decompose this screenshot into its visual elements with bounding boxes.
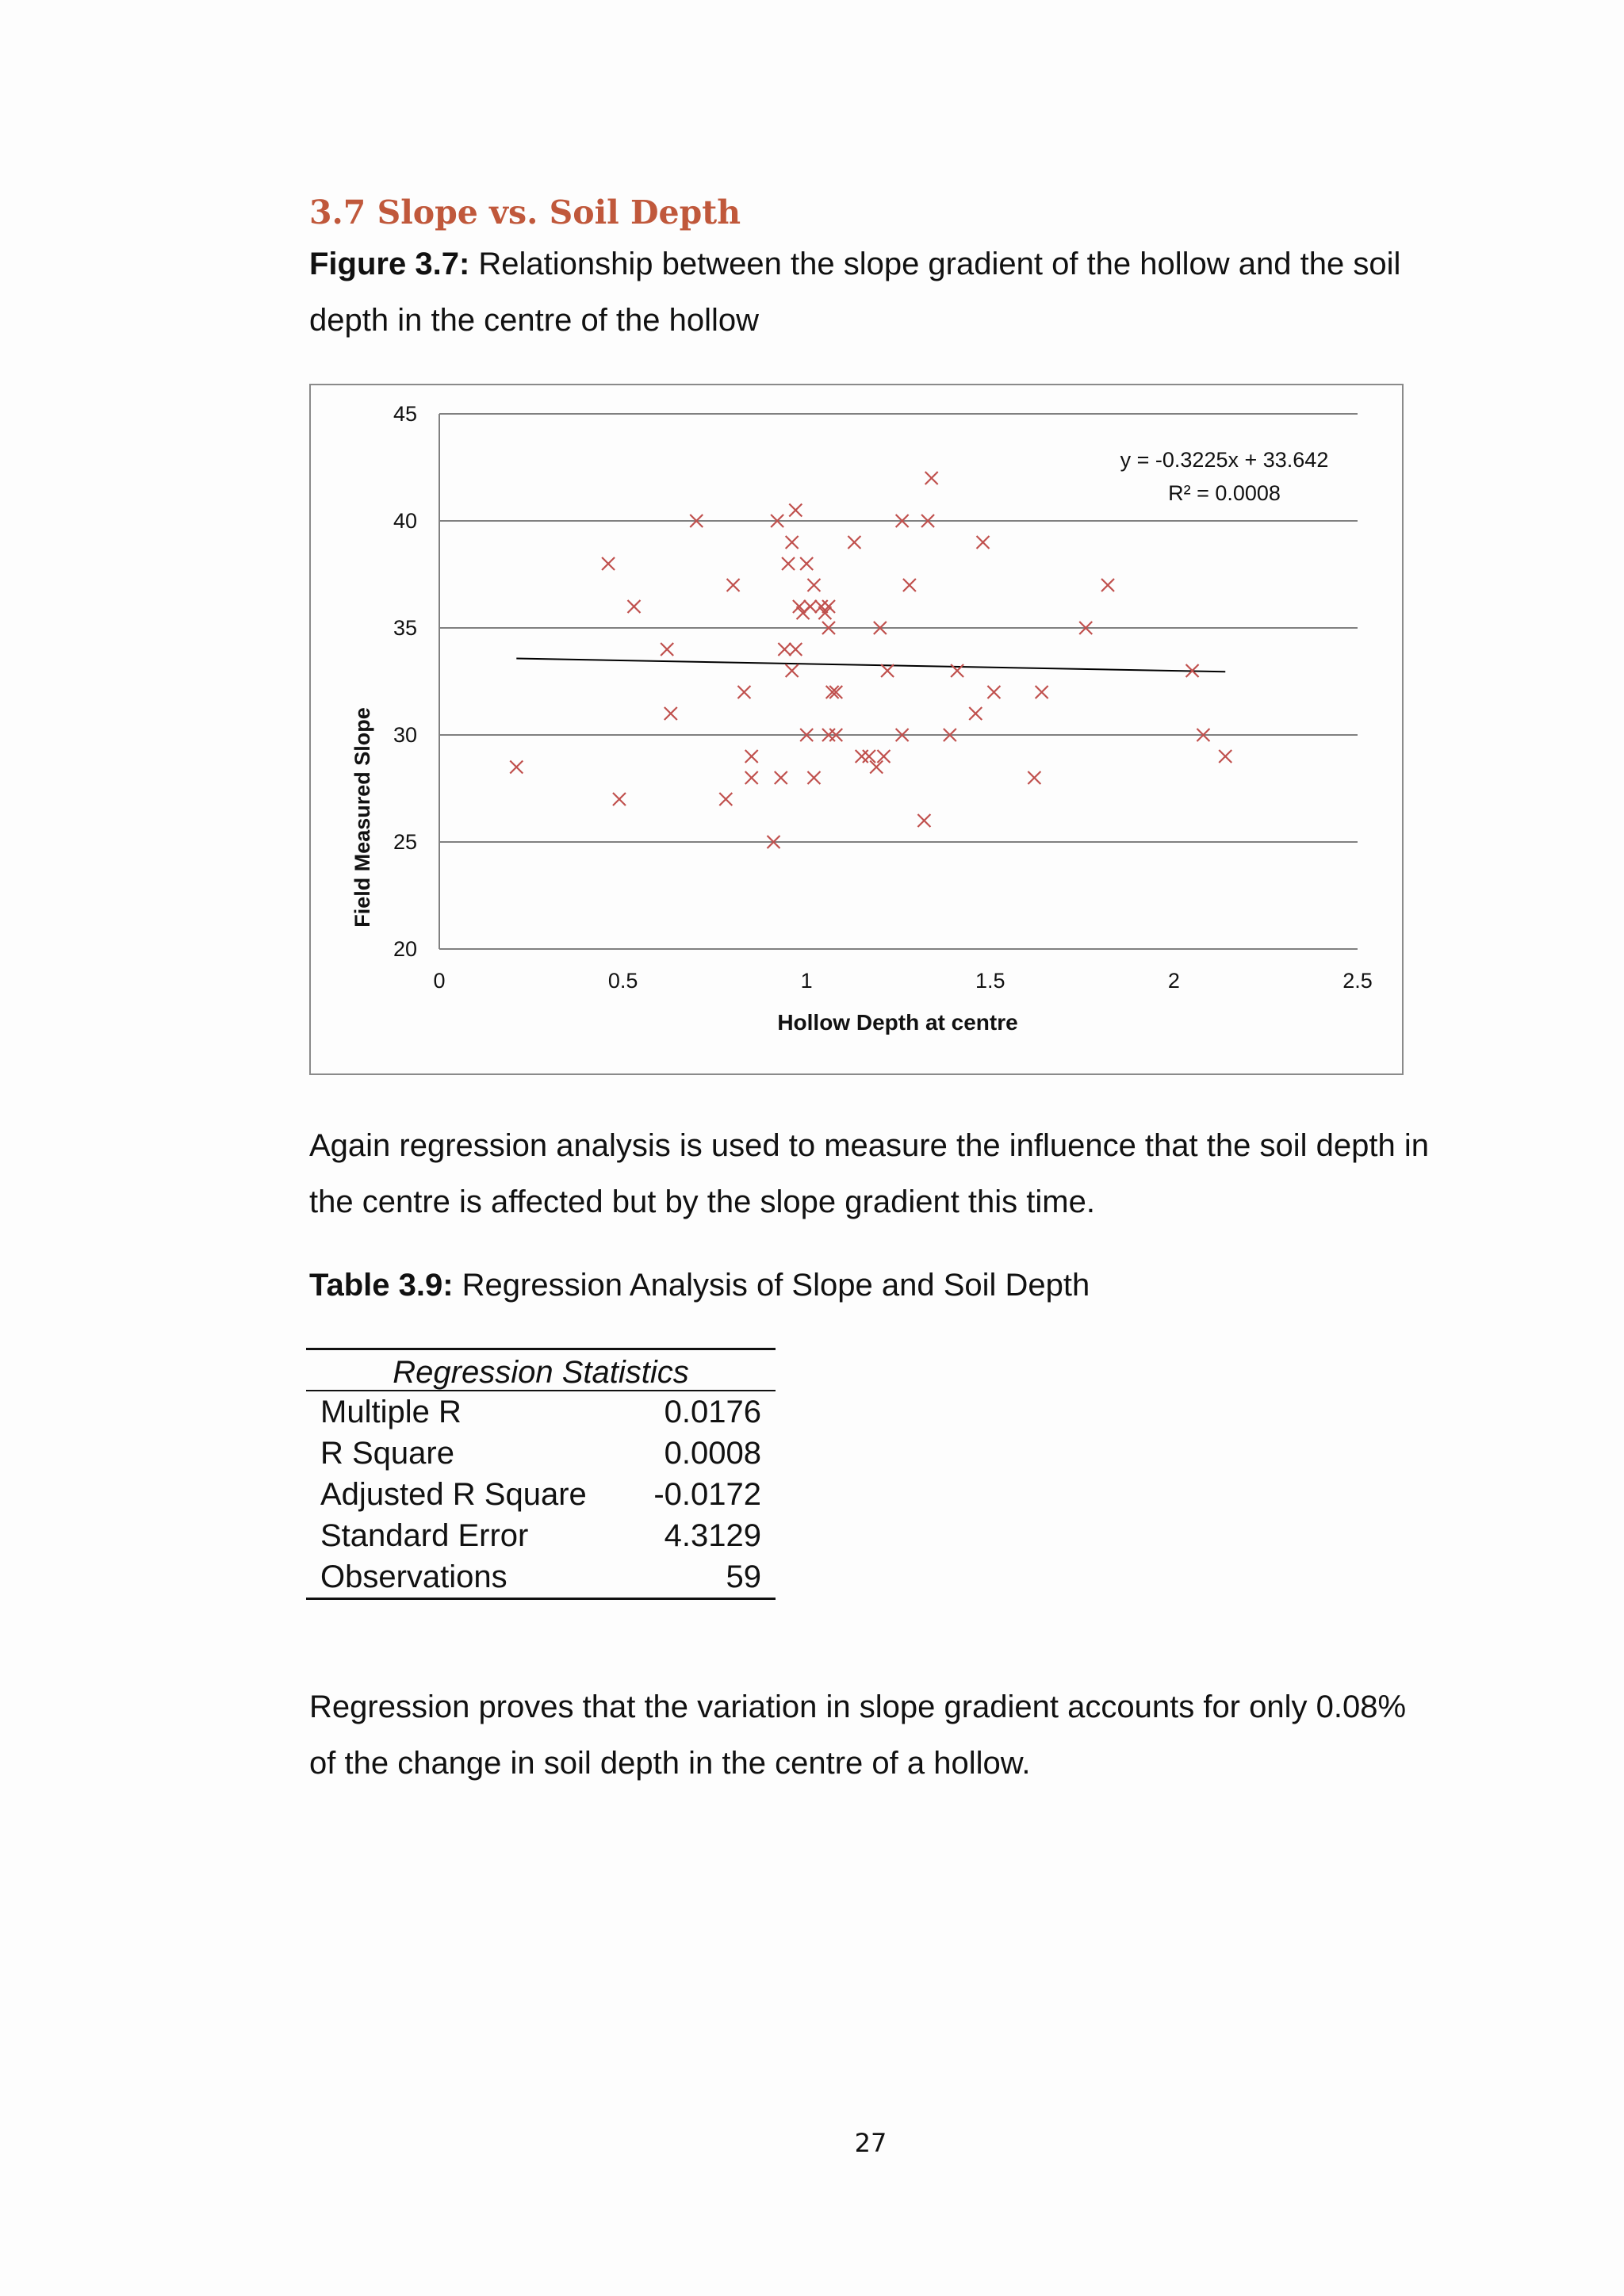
page-number: 27 bbox=[854, 2128, 887, 2158]
trendline-r-squared: R² = 0.0008 bbox=[1168, 481, 1281, 505]
data-point bbox=[627, 600, 640, 613]
row-value: 59 bbox=[627, 1556, 776, 1599]
table-label: Table 3.9: bbox=[309, 1268, 454, 1303]
data-point bbox=[775, 771, 787, 784]
data-point bbox=[665, 707, 677, 720]
data-point bbox=[969, 707, 982, 720]
table-row bbox=[306, 1433, 776, 1474]
gridlines bbox=[439, 414, 1358, 842]
paragraph-2: Regression proves that the variation in slope gradient accounts for only 0.08% of the change in soil depth in the centre of a hollow. bbox=[309, 1689, 1407, 1781]
data-point bbox=[977, 536, 990, 549]
x-tick-label: 2.5 bbox=[1342, 969, 1373, 993]
row-label: R Square bbox=[320, 1436, 454, 1471]
y-tick-label: 45 bbox=[393, 402, 417, 426]
data-point bbox=[737, 686, 750, 698]
data-point bbox=[804, 600, 817, 613]
data-point bbox=[745, 771, 758, 784]
data-point bbox=[987, 686, 1000, 698]
data-point bbox=[1028, 771, 1040, 784]
data-point bbox=[856, 750, 868, 763]
data-point bbox=[917, 814, 930, 827]
section-heading: 3.7 Slope vs. Soil Depth bbox=[309, 193, 741, 232]
data-point bbox=[789, 504, 802, 517]
x-axis-title: Hollow Depth at centre bbox=[777, 1010, 1018, 1035]
data-point bbox=[863, 750, 875, 763]
data-point bbox=[510, 761, 523, 774]
row-label: Adjusted R Square bbox=[320, 1477, 587, 1512]
data-point bbox=[786, 664, 799, 677]
y-tick-label: 30 bbox=[393, 723, 417, 747]
y-tick-label: 40 bbox=[393, 509, 417, 533]
data-point bbox=[877, 750, 890, 763]
table-row bbox=[306, 1556, 776, 1599]
table-caption bbox=[309, 1257, 1435, 1314]
data-point bbox=[881, 664, 894, 677]
data-point bbox=[727, 579, 740, 591]
table-row bbox=[306, 1515, 776, 1556]
data-point bbox=[925, 472, 938, 484]
x-tick-label: 1 bbox=[800, 969, 813, 993]
data-point bbox=[613, 793, 626, 806]
data-point bbox=[602, 557, 615, 570]
data-point bbox=[789, 643, 802, 656]
table-caption-text: Regression Analysis of Slope and Soil Depth bbox=[453, 1268, 1090, 1303]
row-label: Standard Error bbox=[320, 1518, 529, 1553]
y-tick-label: 35 bbox=[393, 616, 417, 640]
trendline-layer bbox=[516, 658, 1225, 672]
figure-caption-text: Relationship between the slope gradient of the hollow and the soil depth in the centre of the hollow bbox=[309, 247, 1401, 338]
x-tick-label: 2 bbox=[1167, 969, 1180, 993]
data-point bbox=[1101, 579, 1114, 591]
paragraph-1: Again regression analysis is used to measure the influence that the soil depth in the centre is affected but by the slope gradient this time. bbox=[309, 1128, 1429, 1219]
data-point bbox=[870, 761, 883, 774]
data-point bbox=[778, 643, 791, 656]
data-point bbox=[782, 557, 795, 570]
row-label: Multiple R bbox=[320, 1395, 462, 1429]
data-point bbox=[822, 600, 835, 613]
y-tick-label: 25 bbox=[393, 830, 417, 854]
table-row bbox=[306, 1474, 776, 1515]
data-point bbox=[745, 750, 758, 763]
row-value: 0.0008 bbox=[664, 1436, 761, 1471]
x-tick-label: 0.5 bbox=[607, 969, 638, 993]
trendline-equation: y = -0.3225x + 33.642 bbox=[1120, 448, 1329, 472]
figure-label: Figure 3.7: bbox=[309, 247, 470, 281]
row-value: -0.0172 bbox=[653, 1477, 761, 1512]
row-value: 0.0176 bbox=[664, 1395, 761, 1429]
y-tick-label: 20 bbox=[393, 937, 417, 961]
row-value: 4.3129 bbox=[664, 1518, 761, 1553]
y-axis-title: Field Measured Slope bbox=[350, 707, 374, 928]
chart-svg bbox=[311, 385, 1402, 1073]
scatter-chart bbox=[309, 384, 1404, 1075]
x-tick-label: 1.5 bbox=[975, 969, 1005, 993]
x-tick-label: 0 bbox=[433, 969, 446, 993]
data-point bbox=[807, 771, 820, 784]
regression-statistics-table bbox=[306, 1348, 776, 1600]
trendline bbox=[516, 658, 1225, 672]
data-point bbox=[1036, 686, 1048, 698]
data-point bbox=[807, 579, 820, 591]
data-point bbox=[848, 536, 860, 549]
data-point bbox=[800, 557, 813, 570]
data-point bbox=[719, 793, 732, 806]
data-point bbox=[903, 579, 916, 591]
data-point bbox=[661, 643, 673, 656]
table-header: Regression Statistics bbox=[306, 1349, 776, 1391]
figure-caption bbox=[309, 236, 1419, 349]
table-row bbox=[306, 1391, 776, 1433]
data-point bbox=[786, 536, 799, 549]
row-label: Observations bbox=[306, 1556, 627, 1599]
data-point bbox=[1219, 750, 1231, 763]
